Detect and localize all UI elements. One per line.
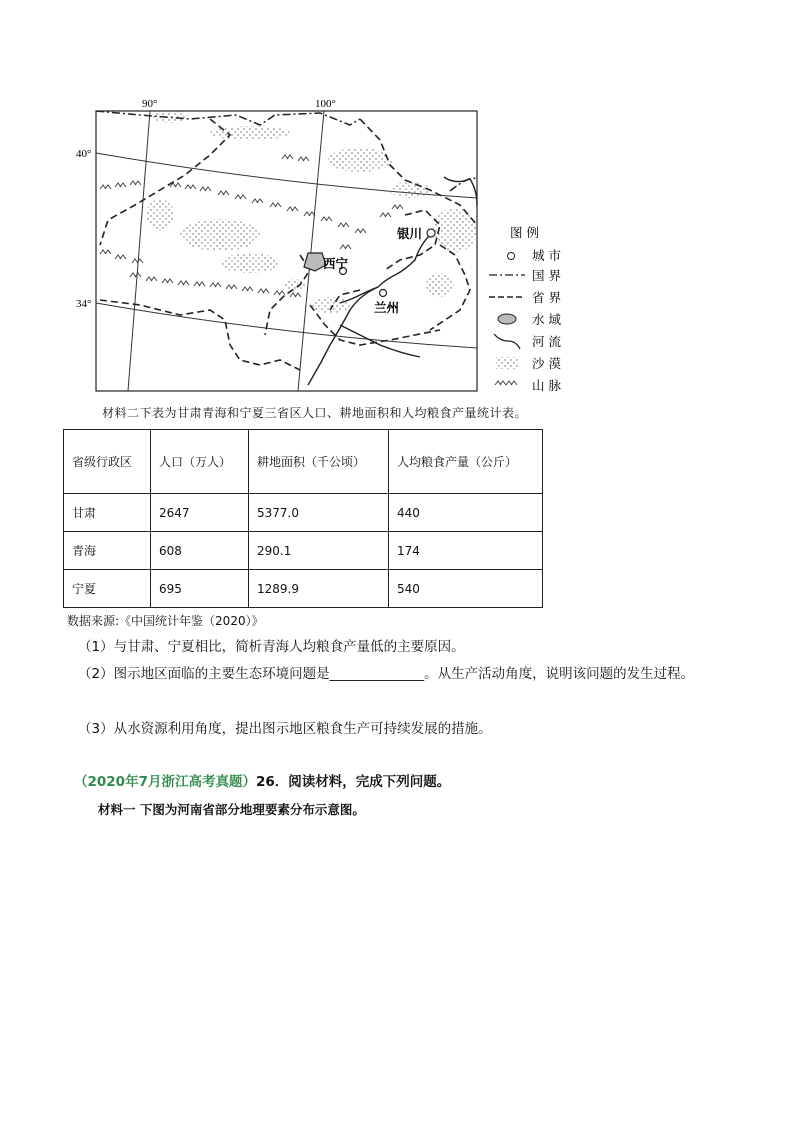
table-cell: 宁夏 [64,570,151,608]
lon-label-90: 90° [142,98,158,110]
table-cell: 440 [389,494,543,532]
table-row [64,570,543,608]
legend-label-desert: 沙 漠 [532,356,561,371]
legend-label-river: 河 流 [532,334,561,349]
table-cell: 甘肃 [64,494,151,532]
desert-icon [496,357,518,369]
table-cell: 540 [389,570,543,608]
question-1: （1）与甘肃、宁夏相比，简析青海人均粮食产量低的主要原因。 [78,639,465,655]
exam-title: 26．阅读材料，完成下列问题。 [255,774,451,790]
table-cell: 290.1 [249,532,389,570]
table-header-cell: 人均粮食产量（公斤） [389,430,543,494]
table-header-cell: 耕地面积（千公顷） [249,430,389,494]
water-body-icon [498,314,516,324]
map-legend [489,225,561,393]
regional-map [60,95,580,400]
mountain-icon [495,381,506,385]
legend-title: 图 例 [510,225,539,240]
city-lanzhou-label: 兰州 [374,300,400,315]
table-header-row [64,430,543,494]
material1-caption: 材料一 下图为河南省部分地理要素分布示意图。 [98,802,365,817]
table-cell: 174 [389,532,543,570]
city-dot-icon [508,253,515,260]
legend-label-provincial-border: 省 界 [532,290,561,305]
map-frame [96,111,477,391]
table-row [64,494,543,532]
table-row [64,532,543,570]
legend-label-city: 城 市 [532,248,561,263]
stats-table [63,429,543,608]
table-cell: 695 [151,570,249,608]
material2-caption: 材料二下表为甘肃青海和宁夏三省区人口、耕地面积和人均粮食产量统计表。 [102,406,528,420]
question-2: （2）图示地区面临的主要生态环境问题是______________。从生产活动角度，说明该问题的发生过程。 [78,666,695,682]
city-lanzhou-dot [380,290,387,297]
table-cell: 1289.9 [249,570,389,608]
question-3: （3）从水资源利用角度，提出图示地区粮食生产可持续发展的措施。 [78,721,492,737]
lon-label-100: 100° [315,98,336,110]
legend-label-water: 水 域 [532,312,561,327]
table-header-cell: 人口（万人） [151,430,249,494]
lat-label-40: 40° [76,148,92,160]
table-cell: 青海 [64,532,151,570]
exam-source: （2020年7月浙江高考真题） [74,774,256,790]
table-cell: 608 [151,532,249,570]
city-yinchuan-label: 银川 [397,226,423,241]
table-cell: 2647 [151,494,249,532]
legend-label-mountain: 山 脉 [532,378,561,393]
lat-label-34: 34° [76,298,92,310]
river-icon [494,334,520,349]
table-header-cell: 省级行政区 [64,430,151,494]
table-cell: 5377.0 [249,494,389,532]
legend-label-national-border: 国 界 [532,268,561,283]
city-xining-label: 西宁 [323,256,349,271]
data-source: 数据来源:《中国统计年鉴（2020）》 [67,614,264,628]
exam-heading [74,770,450,790]
city-yinchuan-dot [427,229,435,237]
